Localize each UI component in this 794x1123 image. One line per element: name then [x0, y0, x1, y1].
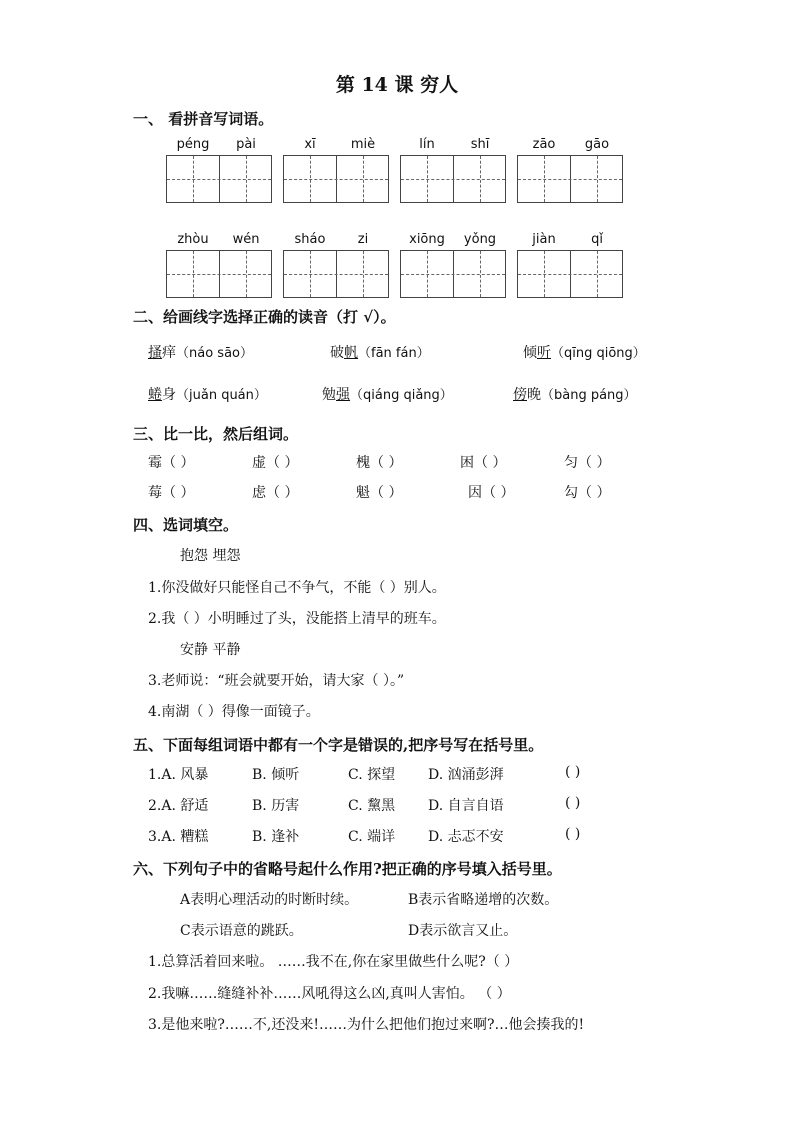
pinyin-label: qǐ	[591, 232, 603, 247]
section-5-heading: 五、下面每组词语中都有一个字是错误的,把序号写在括号里。	[133, 736, 544, 754]
pinyin-label: zāo	[532, 137, 556, 152]
writing-grid[interactable]	[283, 155, 389, 203]
error-option-c: C. 探望	[348, 767, 396, 783]
pinyin-label: yǒng	[463, 232, 497, 247]
compare-item[interactable]: 因（ ）	[468, 485, 515, 501]
pinyin-label: lín	[419, 137, 435, 152]
fill-question-2[interactable]: 2.我（ ）小明睡过了头，没能搭上清早的班车。	[148, 611, 446, 627]
reading-item-3	[523, 342, 646, 362]
word-choices-2: 安静 平静	[180, 642, 241, 658]
page-title: 第 14 课 穷人	[335, 74, 459, 96]
compare-item[interactable]: 匀（ ）	[564, 455, 611, 471]
writing-grid[interactable]	[166, 155, 272, 203]
compare-item[interactable]: 虑（ ）	[252, 485, 299, 501]
compare-item[interactable]: 勾（ ）	[564, 485, 611, 501]
writing-grid[interactable]	[166, 250, 272, 298]
pinyin-label: zhòu	[177, 232, 209, 247]
answer-parens[interactable]: ( )	[565, 795, 581, 811]
char-pre: 破	[330, 345, 344, 361]
pinyin-label: jiàn	[532, 232, 556, 247]
section-6-heading: 六、下列句子中的省略号起什么作用?把正确的序号填入括号里。	[133, 860, 562, 878]
reading-options[interactable]: （qīng qiōng）	[551, 346, 646, 361]
reading-item-2	[330, 342, 430, 362]
fill-question-4[interactable]: 4.南湖（ ）得像一面镜子。	[148, 704, 320, 720]
section-4-heading: 四、选词填空。	[133, 516, 239, 534]
writing-grid[interactable]	[283, 250, 389, 298]
answer-parens[interactable]: ( )	[565, 764, 581, 780]
compare-item[interactable]: 虚（ ）	[252, 455, 299, 471]
error-option-d: D. 忐忑不安	[428, 829, 504, 845]
writing-grid[interactable]	[517, 155, 623, 203]
fill-question-1[interactable]: 1.你没做好只能怪自己不争气，不能（ ）别人。	[148, 580, 446, 596]
compare-item[interactable]: 霉（ ）	[148, 455, 195, 471]
compare-item[interactable]: 困（ ）	[460, 455, 507, 471]
pinyin-label: shī	[470, 137, 490, 152]
reading-item-6	[513, 384, 637, 404]
underlined-char: 傍	[513, 387, 527, 403]
error-option-c: C. 端详	[348, 829, 396, 845]
reading-options[interactable]: （fān fán）	[358, 346, 430, 361]
pinyin-label: péng	[176, 137, 210, 152]
section-2-heading: 二、给画线字选择正确的读音（打 √）。	[133, 308, 396, 326]
underlined-char: 搔	[148, 345, 162, 361]
error-option-a: 2.A. 舒适	[148, 798, 209, 814]
char-rest: 痒	[162, 345, 176, 361]
underlined-char: 蜷	[148, 387, 162, 403]
error-option-d: D. 汹涌彭湃	[428, 767, 504, 783]
ellipsis-question-1[interactable]: 1.总算活着回来啦。 ……我不在,你在家里做些什么呢?（ ）	[148, 954, 519, 970]
reading-options[interactable]: （náo sāo）	[176, 346, 253, 361]
underlined-char: 听	[537, 345, 551, 361]
char-rest: 身	[162, 387, 176, 403]
error-option-a: 1.A. 风暴	[148, 767, 209, 783]
answer-parens[interactable]: ( )	[565, 826, 581, 842]
pinyin-label: sháo	[294, 232, 326, 247]
ellipsis-option-c: C表示语意的跳跃。	[180, 923, 303, 939]
compare-item[interactable]: 槐（ ）	[356, 455, 403, 471]
ellipsis-option-a: A表明心理活动的时断时续。	[180, 892, 359, 908]
char-pre: 勉	[322, 387, 336, 403]
char-rest: 晚	[527, 387, 541, 403]
reading-item-4	[148, 384, 267, 404]
compare-item[interactable]: 莓（ ）	[148, 485, 195, 501]
section-1-heading: 一、 看拼音写词语。	[133, 110, 274, 128]
underlined-char: 强	[336, 387, 350, 403]
reading-item-1	[148, 342, 253, 362]
char-pre: 倾	[523, 345, 537, 361]
pinyin-label: gāo	[584, 137, 610, 152]
pinyin-label: xiōng	[409, 232, 445, 247]
pinyin-label: xī	[304, 137, 316, 152]
pinyin-label: wén	[232, 232, 260, 247]
fill-question-3[interactable]: 3.老师说：“班会就要开始，请大家（ ）。”	[148, 673, 405, 689]
error-option-b: B. 倾听	[252, 767, 300, 783]
compare-item[interactable]: 魁（ ）	[356, 485, 403, 501]
ellipsis-question-2[interactable]: 2.我嘛……缝缝补补……风吼得这么凶,真叫人害怕。 （ ）	[148, 986, 511, 1002]
error-option-b: B. 逢补	[252, 829, 300, 845]
reading-options[interactable]: （qiáng qiǎng）	[350, 388, 453, 403]
reading-options[interactable]: （juǎn quán）	[176, 388, 267, 403]
pinyin-label: pài	[236, 137, 256, 152]
pinyin-label: miè	[350, 137, 376, 152]
underlined-char: 帆	[344, 345, 358, 361]
error-option-d: D. 自言自语	[428, 798, 504, 814]
ellipsis-option-b: B表示省略递增的次数。	[408, 892, 559, 908]
writing-grid[interactable]	[400, 250, 506, 298]
section-3-heading: 三、比一比，然后组词。	[133, 425, 299, 443]
ellipsis-question-3[interactable]: 3.是他来啦?……不,还没来!……为什么把他们抱过来啊?…他会揍我的!	[148, 1017, 585, 1033]
word-choices-1: 抱怨 埋怨	[180, 548, 241, 564]
error-option-c: C. 黧黑	[348, 798, 396, 814]
reading-options[interactable]: （bàng páng）	[541, 388, 637, 403]
ellipsis-option-d: D表示欲言又止。	[408, 923, 518, 939]
writing-grid[interactable]	[517, 250, 623, 298]
writing-grid[interactable]	[400, 155, 506, 203]
error-option-a: 3.A. 糟糕	[148, 829, 209, 845]
error-option-b: B. 历害	[252, 798, 300, 814]
reading-item-5	[322, 384, 453, 404]
pinyin-label: zi	[357, 232, 369, 247]
